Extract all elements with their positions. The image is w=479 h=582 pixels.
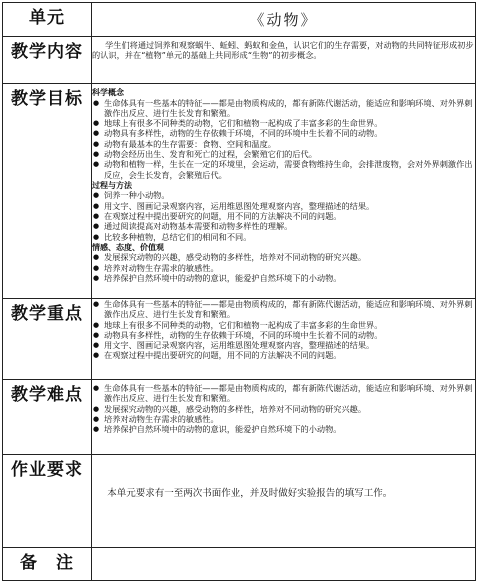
unit-label: 单元 xyxy=(3,3,92,37)
objective-item: ● 动物会经历出生、发育和死亡的过程，会繁殖它们的后代。 xyxy=(92,149,475,159)
objective-item: ● 比较多种植物，总结它们的相同和不同。 xyxy=(92,232,475,242)
unit-plan-table xyxy=(2,2,476,581)
objectives-cell xyxy=(92,84,476,299)
key-point-item: ● 用文字、图画记录观察内容，运用维恩图处理观察内容，整理描述的结果。 xyxy=(92,340,475,350)
header-row xyxy=(3,3,476,37)
homework-row xyxy=(3,455,476,548)
objective-item: ● 在观察过程中提出要研究的问题，用不同的方法解决不同的问题。 xyxy=(92,211,475,221)
remarks-label: 备 注 xyxy=(3,548,92,581)
content-text: 学生们将通过饲养和观察蜗牛、蚯蚓、蚂蚁和金鱼，认识它们的生存需要，对动物的共同特征形成初步的认识，并在“植物”单元的基础上共同形成“生物”的初步概念。 xyxy=(92,40,474,61)
objective-item: ● 培养保护自然环境中的动物的意识，能爱护自然环境下的小动物。 xyxy=(92,273,475,283)
remarks-row xyxy=(3,548,476,581)
key-points-row xyxy=(3,299,476,380)
homework-cell xyxy=(92,455,476,548)
objectives-groups xyxy=(92,84,475,283)
objective-group-list xyxy=(92,252,475,283)
content-cell xyxy=(92,37,476,84)
objective-group-list xyxy=(92,190,475,241)
content-label: 教学内容 xyxy=(3,37,92,84)
objective-item: ● 发展探究动物的兴趣，感受动物的多样性，培养对不同动物的研究兴趣。 xyxy=(92,252,475,262)
key-points-list xyxy=(92,299,475,361)
objective-item: ● 饲养一种小动物。 xyxy=(92,190,475,200)
key-points-label: 教学重点 xyxy=(3,299,92,380)
objective-item: ● 用文字、图画记录观察内容，运用维恩图处理观察内容，整理描述的结果。 xyxy=(92,201,475,211)
objective-item: ● 动物有最基本的生存需要：食物、空间和温度。 xyxy=(92,139,475,149)
objective-group-title: 情感、态度、价值观 xyxy=(92,242,164,252)
difficulties-label: 教学难点 xyxy=(3,380,92,455)
difficulty-item: ● 培养保护自然环境中的动物的意识，能爱护自然环境下的小动物。 xyxy=(92,424,475,434)
unit-title-cell xyxy=(92,3,476,37)
objective-item: ● 地球上有很多不同种类的动物，它们和植物一起构成了丰富多彩的生命世界。 xyxy=(92,118,475,128)
objective-group-list xyxy=(92,98,475,180)
key-point-item: ● 动物具有多样性，动物的生存依赖于环境，不同的环境中生长着不同的动物。 xyxy=(92,330,475,340)
objective-item: ● 动物具有多样性，动物的生存依赖于环境，不同的环境中生长着不同的动物。 xyxy=(92,128,475,138)
difficulty-item: ● 培养对动物生存需求的敏感性。 xyxy=(92,414,475,424)
objective-item: ● 通过阅读提高对动物基本需要和动物多样性的理解。 xyxy=(92,221,475,231)
objective-group-title: 过程与方法 xyxy=(92,180,132,190)
homework-label: 作业要求 xyxy=(3,455,92,548)
key-point-item: ● 在观察过程中提出要研究的问题，用不同的方法解决不同的问题。 xyxy=(92,350,475,360)
key-point-item: ● 地球上有很多不同种类的动物，它们和植物一起构成了丰富多彩的生命世界。 xyxy=(92,320,475,330)
difficulty-item: ● 发展探究动物的兴趣，感受动物的多样性，培养对不同动物的研究兴趣。 xyxy=(92,404,475,414)
remarks-cell xyxy=(92,548,476,581)
difficulties-cell xyxy=(92,380,476,455)
objectives-row xyxy=(3,84,476,299)
key-point-item: ● 生命体具有一些基本的特征——都是由物质构成的，都有新陈代谢活动，能适应和影响环境、对外界刺激作出反应、进行生长发育和繁殖。 xyxy=(92,299,475,320)
objective-item: ● 动物和植物一样，生长在一定的环境里，会运动，需要食物维持生命，会排泄废物，会对外界刺激作出反应，会生长发育，会繁殖后代。 xyxy=(92,159,475,180)
difficulties-list xyxy=(92,383,475,434)
key-points-cell xyxy=(92,299,476,380)
objectives-label: 教学目标 xyxy=(3,84,92,299)
difficulties-row xyxy=(3,380,476,455)
objective-item: ● 生命体具有一些基本的特征——都是由物质构成的，都有新陈代谢活动，能适应和影响环境、对外界刺激作出反应、进行生长发育和繁殖。 xyxy=(92,98,475,119)
objective-group-title: 科学概念 xyxy=(92,88,124,97)
difficulty-item: ● 生命体具有一些基本的特征——都是由物质构成的，都有新陈代谢活动，能适应和影响环境、对外界刺激作出反应、进行生长发育和繁殖。 xyxy=(92,383,475,404)
homework-text: 本单元要求有一至两次书面作业，并及时做好实验报告的填写工作。 xyxy=(107,488,393,499)
objective-item: ● 培养对动物生存需求的敏感性。 xyxy=(92,263,475,273)
content-row xyxy=(3,37,476,84)
unit-title: 《动物》 xyxy=(249,10,318,29)
